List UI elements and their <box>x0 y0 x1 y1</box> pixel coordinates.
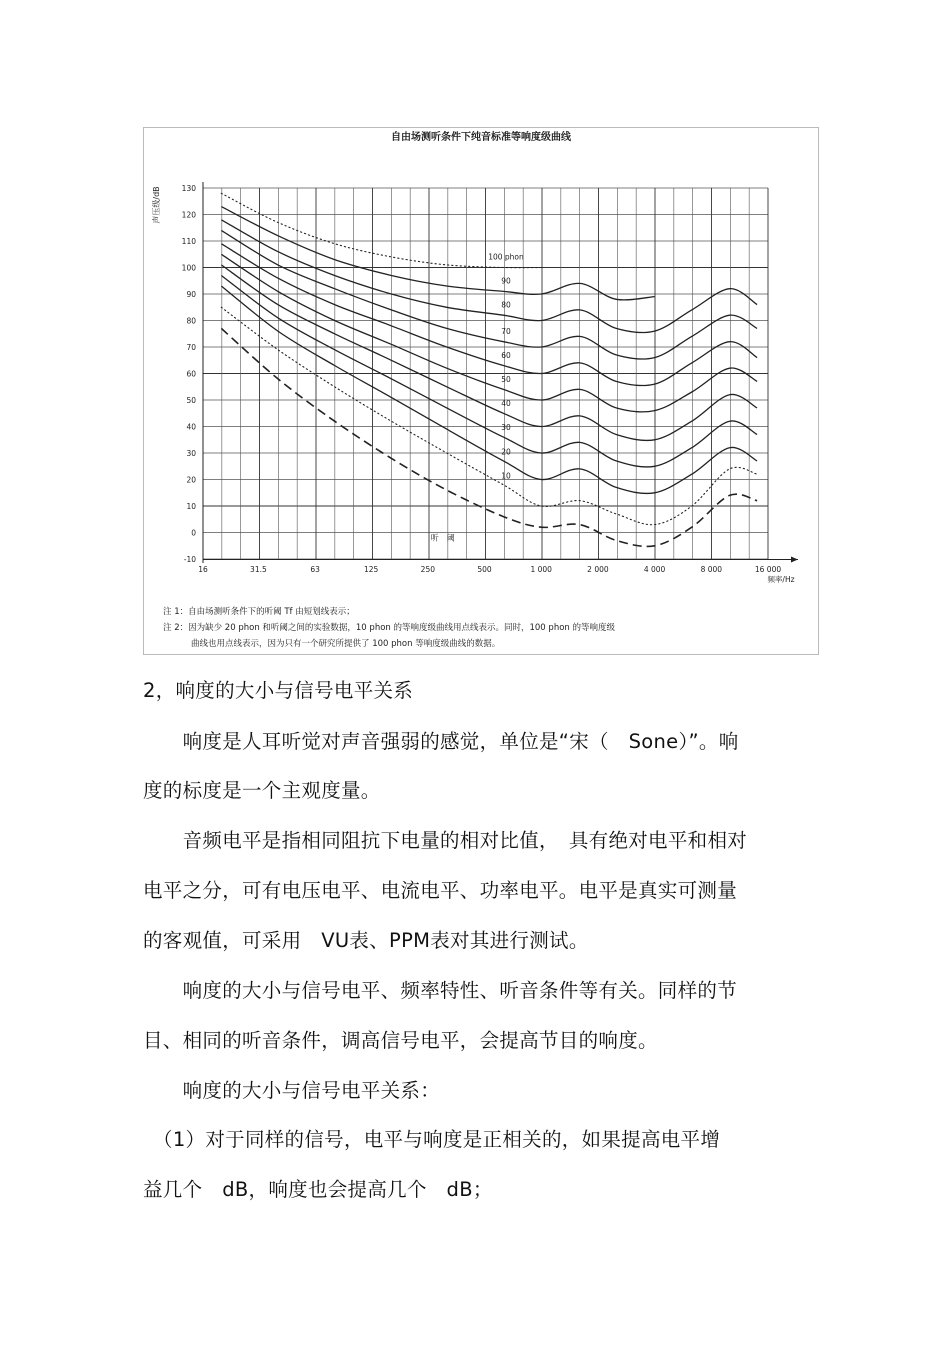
equal-loudness-chart <box>143 127 819 655</box>
equal-loudness-figure <box>143 127 819 655</box>
x-tick-label: 1 000 <box>530 565 552 574</box>
body-line: （1）对于同样的信号，电平与响度是正相关的，如果提高电平增 <box>143 1128 721 1151</box>
section-heading: 2，响度的大小与信号电平关系 <box>143 679 414 702</box>
series-label: 90 <box>501 276 511 286</box>
y-tick-label: 110 <box>181 237 196 246</box>
chart-title: 自由场测听条件下纯音标准等响度级曲线 <box>391 132 571 143</box>
body-line: 音频电平是指相同阻抗下电量的相对比值， 具有绝对电平和相对 <box>143 829 748 852</box>
body-line: 的客观值，可采用 VU表、PPM表对其进行测试。 <box>143 929 589 952</box>
x-tick-label: 63 <box>310 565 320 574</box>
y-tick-label: 80 <box>186 316 196 326</box>
y-tick-label: 10 <box>186 502 196 511</box>
y-tick-label: 120 <box>181 210 196 220</box>
series-label: 70 <box>501 327 511 337</box>
x-tick-label: 250 <box>420 565 436 574</box>
body-line: 响度的大小与信号电平关系： <box>143 1079 441 1102</box>
series-label: 50 <box>501 375 511 385</box>
x-tick-label: 16 000 <box>754 565 782 574</box>
x-tick-label: 4 000 <box>643 565 666 574</box>
x-tick-label: 8 000 <box>700 565 723 574</box>
y-tick-label: 60 <box>186 369 196 379</box>
y-tick-label: 130 <box>181 184 196 193</box>
y-tick-label: 20 <box>186 475 196 485</box>
chart-note-2: 注 2：因为缺少 20 phon 和听阈之间的实验数据，10 phon 的等响度级曲线用点线表示。同时，100 phon 的等响度级 <box>163 623 615 633</box>
annotations <box>431 532 455 542</box>
body-line: 响度是人耳听觉对声音强弱的感觉，单位是“宋（ Sone）”。响 <box>143 730 739 753</box>
x-tick-label: 2 000 <box>587 565 609 574</box>
chart-note-3: 曲线也用点线表示，因为只有一个研究所提供了 100 phon 等响度级曲线的数据。 <box>191 639 501 649</box>
y-tick-label: 50 <box>186 396 196 405</box>
series-label: 40 <box>501 399 511 409</box>
body-line: 电平之分，可有电压电平、电流电平、功率电平。电平是真实可测量 <box>143 879 738 902</box>
series-label: 60 <box>501 351 511 361</box>
x-axis-label: 频率/Hz <box>767 575 795 584</box>
chart-note-1: 注 1：自由场测听条件下的听阈 Tf 由短划线表示； <box>163 607 355 617</box>
series-label: 10 <box>501 471 511 481</box>
y-tick-label: 0 <box>191 528 196 538</box>
series-label: 30 <box>501 423 511 433</box>
y-tick-label: 90 <box>186 290 196 299</box>
y-tick-label: 70 <box>186 343 196 352</box>
series-label: 80 <box>501 300 511 310</box>
x-tick-label: 125 <box>363 565 379 574</box>
y-tick-label: 40 <box>186 422 196 432</box>
y-tick-label: -10 <box>183 555 196 564</box>
y-axis-label: 声压级/dB <box>152 186 161 224</box>
body-line: 响度的大小与信号电平、频率特性、听音条件等有关。同样的节 <box>143 979 738 1002</box>
body-line: 目、相同的听音条件，调高信号电平，会提高节目的响度。 <box>143 1029 658 1052</box>
x-tick-label: 31.5 <box>250 565 267 574</box>
series-label: 100 phon <box>488 252 524 262</box>
annotation-label: 听 阈 <box>430 533 455 543</box>
body-line: 益几个 dB，响度也会提高几个 dB； <box>143 1178 493 1201</box>
y-tick-label: 100 <box>181 263 196 273</box>
y-tick-label: 30 <box>186 449 196 458</box>
body-line: 度的标度是一个主观度量。 <box>143 779 381 802</box>
x-tick-label: 500 <box>477 565 492 574</box>
x-tick-label: 16 <box>198 565 208 574</box>
series-label: 20 <box>501 447 511 457</box>
